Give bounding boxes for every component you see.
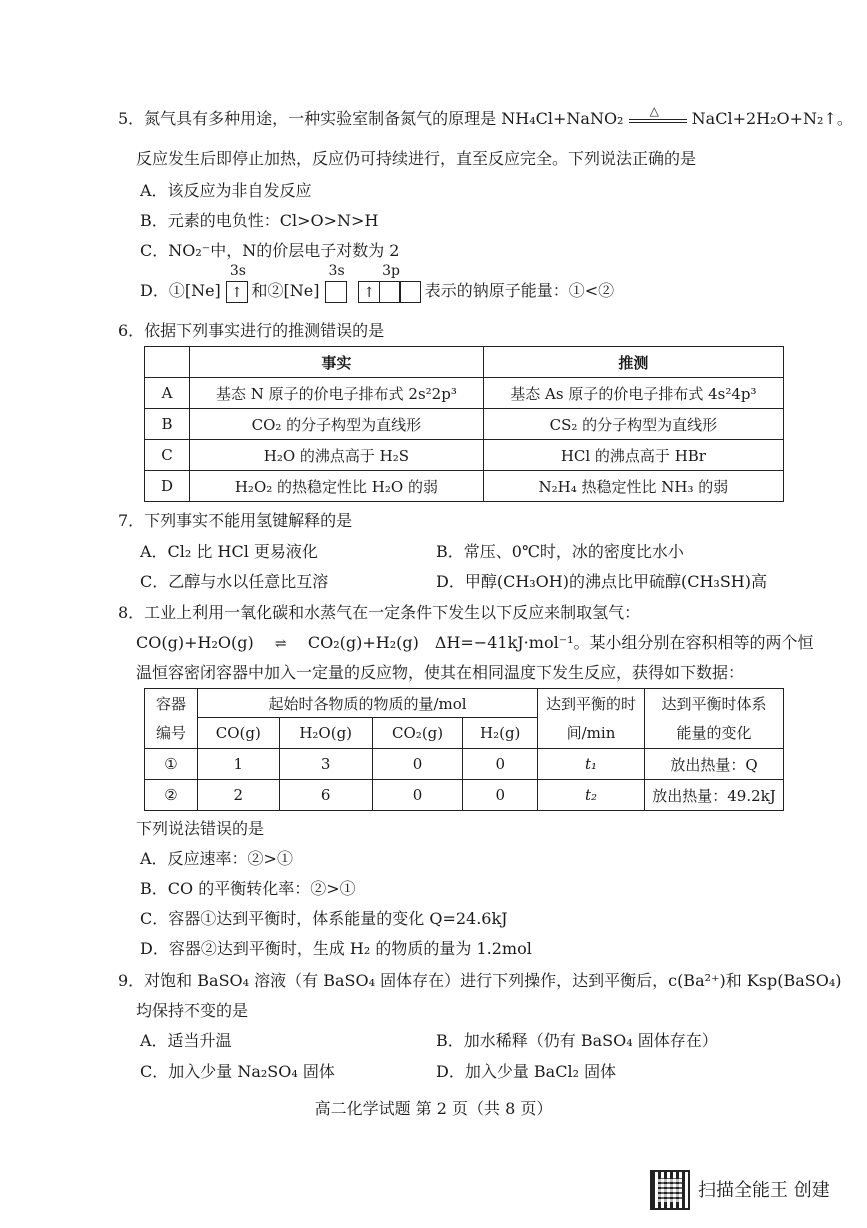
q7-option-d: D．甲醇(CH₃OH)的沸点比甲硫醇(CH₃SH)高	[436, 572, 768, 591]
table-cell: 1	[198, 749, 280, 780]
q8-option-b: B．CO 的平衡转化率：②>①	[140, 879, 356, 898]
table-cell: H₂O₂ 的热稳定性比 H₂O 的弱	[190, 471, 484, 502]
orbital-label: 3s	[328, 263, 345, 280]
q7-option-b: B．常压、0℃时，冰的密度比水小	[436, 542, 684, 561]
table-cell: CO₂ 的分子构型为直线形	[190, 409, 484, 440]
orbital-box	[325, 281, 347, 303]
q9-option-c: C．加入少量 Na₂SO₄ 固体	[140, 1062, 335, 1081]
table-row	[145, 689, 784, 718]
qr-code-icon	[650, 1170, 690, 1210]
heat-equals-sign	[629, 103, 687, 123]
table-header: CO₂(g)	[372, 718, 463, 749]
scanner-watermark	[650, 1170, 860, 1210]
table-cell: t₁	[538, 749, 645, 780]
table-row	[145, 440, 784, 471]
q5-stem-a: 5．氮气具有多种用途，一种实验室制备氮气的原理是 NH₄Cl+NaNO₂	[118, 109, 624, 128]
q8-table	[144, 688, 784, 811]
table-cell: ②	[145, 780, 198, 811]
table-header: H₂(g)	[463, 718, 538, 749]
table-cell: 0	[372, 749, 463, 780]
orbital-box: ↑	[358, 281, 380, 303]
q6-stem: 6．依据下列事实进行的推测错误的是	[118, 321, 385, 340]
q5-d-post: 表示的钠原子能量：①<②	[424, 281, 615, 300]
table-header: 编号	[145, 718, 198, 749]
table-header: CO(g)	[198, 718, 280, 749]
table-cell: 放出热量：49.2kJ	[645, 780, 784, 811]
table-row	[145, 409, 784, 440]
table-row	[145, 749, 784, 780]
q8-eq-a: CO(g)+H₂O(g)	[136, 633, 254, 652]
q8-option-a: A．反应速率：②>①	[140, 849, 293, 868]
q9-stem2: 均保持不变的是	[136, 1001, 249, 1020]
q5-d-mid: 和②[Ne]	[251, 281, 320, 300]
table-cell: C	[145, 440, 190, 471]
orbital-3p	[358, 263, 420, 303]
q8-option-d: D．容器②达到平衡时，生成 H₂ 的物质的量为 1.2mol	[140, 939, 532, 958]
table-cell: 0	[463, 780, 538, 811]
table-header: 起始时各物质的物质的量/mol	[198, 689, 538, 718]
q5-stem	[118, 103, 853, 130]
table-cell: 2	[198, 780, 280, 811]
table-row	[145, 378, 784, 409]
q8-option-c: C．容器①达到平衡时，体系能量的变化 Q=24.6kJ	[140, 909, 508, 928]
table-cell: 基态 N 原子的价电子排布式 2s²2p³	[190, 378, 484, 409]
table-header: 间/min	[538, 718, 645, 749]
table-cell: N₂H₄ 热稳定性比 NH₃ 的弱	[483, 471, 783, 502]
table-cell: A	[145, 378, 190, 409]
table-header: H₂O(g)	[279, 718, 372, 749]
table-cell: 基态 As 原子的价电子排布式 4s²4p³	[483, 378, 783, 409]
q5-stem2: 反应发生后即停止加热，反应仍可持续进行，直至反应完全。下列说法正确的是	[136, 149, 697, 168]
q5-option-d	[140, 263, 615, 303]
table-cell: ①	[145, 749, 198, 780]
table-cell: t₂	[538, 780, 645, 811]
q8-stem3: 温恒容密闭容器中加入一定量的反应物，使其在相同温度下发生反应，获得如下数据：	[136, 663, 745, 682]
table-header: 推测	[483, 347, 783, 378]
table-header: 容器	[145, 689, 198, 718]
table-header	[145, 347, 190, 378]
q5-option-a: A．该反应为非自发反应	[140, 181, 312, 200]
q7-stem: 7．下列事实不能用氢键解释的是	[118, 511, 353, 530]
q9-option-d: D．加入少量 BaCl₂ 固体	[436, 1062, 617, 1081]
q8-equation	[136, 632, 814, 655]
table-header: 事实	[190, 347, 484, 378]
table-row	[145, 780, 784, 811]
orbital-label: 3p	[382, 263, 401, 280]
q9-option-b: B．加水稀释（仍有 BaSO₄ 固体存在）	[436, 1031, 718, 1050]
q8-eq-b: CO₂(g)+H₂(g) ΔH=−41kJ·mol⁻¹。某小组分别在容积相等的两个恒	[307, 633, 814, 652]
orbital-box: ↑	[226, 281, 248, 303]
orbital-label: 3s	[229, 263, 246, 280]
table-cell: HCl 的沸点高于 HBr	[483, 440, 783, 471]
table-cell: 3	[279, 749, 372, 780]
q9-stem: 9．对饱和 BaSO₄ 溶液（有 BaSO₄ 固体存在）进行下列操作，达到平衡后，c(Ba²⁺)和 Ksp(BaSO₄)	[118, 971, 842, 990]
equilibrium-arrow-icon: ⇌	[274, 635, 287, 652]
table-row	[145, 471, 784, 502]
q5-option-c: C．NO₂⁻中，N的价层电子对数为 2	[140, 241, 400, 260]
orbital-3s-a	[226, 263, 247, 303]
table-header: 达到平衡的时	[538, 689, 645, 718]
q9-option-a: A．适当升温	[140, 1031, 232, 1050]
q5-option-b: B．元素的电负性：Cl>O>N>H	[140, 211, 379, 230]
table-cell: B	[145, 409, 190, 440]
table-cell: CS₂ 的分子构型为直线形	[483, 409, 783, 440]
table-row	[145, 718, 784, 749]
q7-option-a: A．Cl₂ 比 HCl 更易液化	[140, 542, 318, 561]
table-header: 达到平衡时体系	[645, 689, 784, 718]
orbital-box	[399, 281, 421, 303]
table-row	[145, 347, 784, 378]
q5-stem-b: NaCl+2H₂O+N₂↑。	[691, 109, 853, 128]
orbital-box	[379, 281, 401, 303]
table-cell: 放出热量：Q	[645, 749, 784, 780]
watermark-text: 扫描全能王 创建	[698, 1180, 830, 1201]
q8-stem: 8．工业上利用一氧化碳和水蒸气在一定条件下发生以下反应来制取氢气：	[118, 603, 641, 622]
q8-stem4: 下列说法错误的是	[136, 819, 265, 838]
table-cell: 0	[372, 780, 463, 811]
q5-d-pre: D．①[Ne]	[140, 281, 221, 300]
table-cell: 6	[279, 780, 372, 811]
q6-table	[144, 346, 784, 502]
table-header: 能量的变化	[645, 718, 784, 749]
q7-option-c: C．乙醇与水以任意比互溶	[140, 572, 329, 591]
table-cell: D	[145, 471, 190, 502]
table-cell: 0	[463, 749, 538, 780]
table-cell: H₂O 的沸点高于 H₂S	[190, 440, 484, 471]
heat-symbol: △	[649, 103, 659, 118]
page-footer: 高二化学试题 第 2 页（共 8 页）	[314, 1099, 553, 1118]
orbital-3s-b	[325, 263, 346, 303]
